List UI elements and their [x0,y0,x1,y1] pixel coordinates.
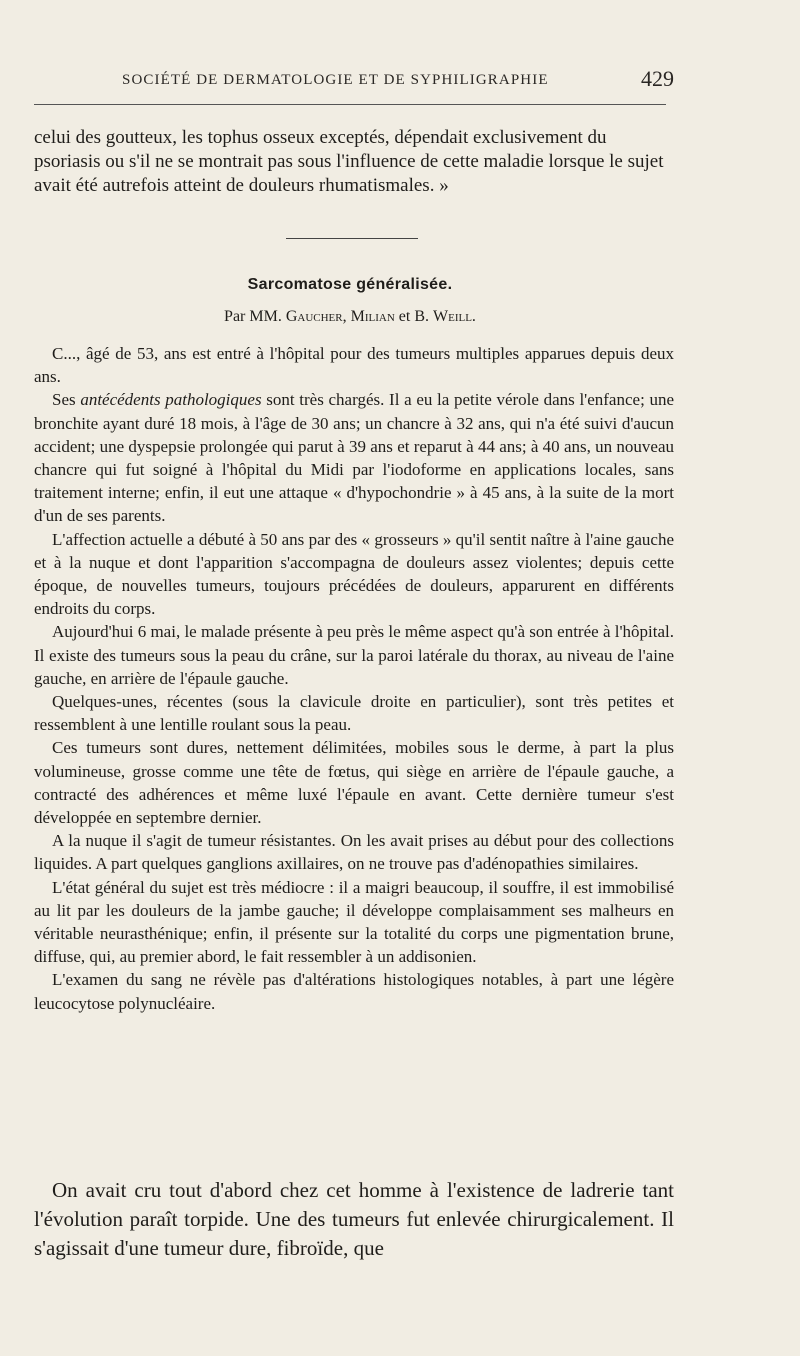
running-head: SOCIÉTÉ DE DERMATOLOGIE ET DE SYPHILIGRAPHIE [122,72,549,88]
author-gaucher: Gaucher [285,308,343,325]
paragraph-quelques-unes: Quelques-unes, récentes (sous la clavicule droite en particulier), sont très petites et ressemblent à une lentille roulant sous la peau. [34,692,674,735]
paragraph-nuque: A la nuque il s'agit de tumeur résistantes. On les avait prises au début pour des collections liquides. A part quelques ganglions axillaires, on ne trouve pas d'adénopathies similaires. [34,831,674,874]
paragraph-affection: L'affection actuelle a débuté à 50 ans par des « grosseurs » qu'il sentit naître à l'aine gauche et à la nuque et dont l'apparition s'accompagna de douleurs assez violentes; depuis cette époque, de nouvelles tumeurs, toujours précédées de douleurs, apparurent en différents endroits du corps. [34,529,674,619]
paragraph-tumeurs: Ces tumeurs sont dures, nettement délimitées, mobiles sous le derme, à part la plus volumineuse, grosse comme une tête de fœtus, qui siège en arrière de l'épaule gauche, a contracté des adhérences et même luxé l'épaule en avant. Cette dernière tumeur s'est développée en septembre dernier. [34,738,674,828]
byline-prefix: Par MM. [224,308,282,325]
intro-paragraph: celui des goutteux, les tophus osseux exceptés, dépendait exclusivement du psoriasis ou s'il ne se montrait pas sous l'influence de cette maladie lorsque le sujet avait été autrefois atteint de douleurs rhumatismales. » [34,127,664,196]
paragraph-ladrerie: On avait cru tout d'abord chez cet homme à l'existence de ladrerie tant l'évolution paraît torpide. Une des tumeurs fut enlevée chirurgicalement. Il s'agissait d'une tumeur dure, fibroïde, que [34,1178,674,1260]
antecedents-lead: Ses [52,390,76,410]
paragraph-aujourdhui: Aujourd'hui 6 mai, le malade présente à peu près le même aspect qu'à son entrée à l'hôpital. Il existe des tumeurs sous la peau du crâne, sur la paroi latérale du thorax, au niveau de l'aine gauche, en arrière de l'épaule gauche. [34,622,674,688]
author-weill: Weill. [433,308,476,325]
byline-conj: et B. [398,308,429,325]
byline: Par MM. Gaucher, Milian et B. Weill. [224,308,476,325]
header-rule [34,104,666,105]
paragraph-patient: C..., âgé de 53, ans est entré à l'hôpital pour des tumeurs multiples apparues depuis deux ans. [34,344,674,387]
article-body [34,342,674,1015]
author-milian: Milian [350,308,395,325]
paragraph-examen-sang: L'examen du sang ne révèle pas d'altérations histologiques notables, à part une légère leucocytose polynucléaire. [34,970,674,1013]
paragraph-etat-general: L'état général du sujet est très médiocre : il a maigri beaucoup, il souffre, il est immobilisé au lit par les douleurs de la jambe gauche; il développe complaisamment ses malheurs en véritable neurasthénique; enfin, il présente sur la totalité du corps une pigmentation brune, diffuse, qui, au premier abord, le fait ressembler à un addisonien. [34,877,674,967]
paragraph-antecedents [34,388,674,527]
article-title: Sarcomatose généralisée. [247,276,453,293]
antecedents-text: sont très chargés. Il a eu la petite vérole dans l'enfance; une bronchite ayant duré 18 mois, à l'âge de 30 ans; un chancre à 32 ans, qui n'a été suivi d'aucun accident; une dyspepsie prolongée qui parut à 39 ans et reparut à 44 ans; à 40 ans, un nouveau chancre qui fut soigné à l'hôpital du Midi par l'iodoforme en applications locales, sans traitement interne; enfin, il eut une attaque « d'hypochondrie » à 45 ans, à la suite de la mort d'un de ses parents. [34,390,675,526]
antecedents-emphasis: antécédents pathologiques [80,390,262,410]
page-header [34,66,674,96]
section-separator [286,238,418,239]
page-number: 429 [641,66,674,91]
